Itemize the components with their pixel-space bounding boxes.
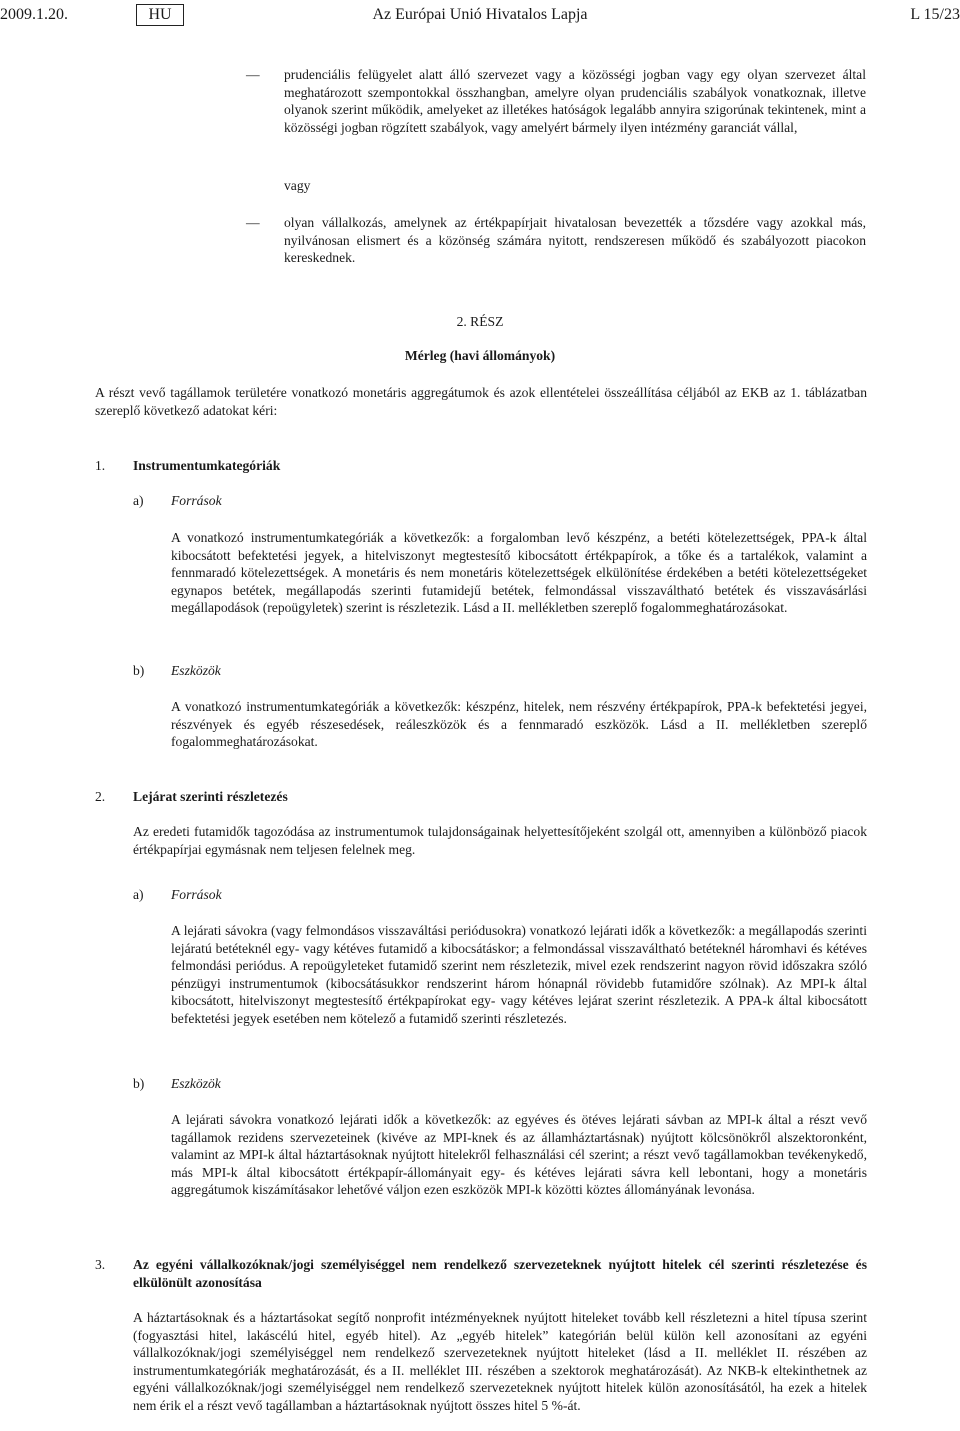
section-number: 1. bbox=[95, 458, 106, 473]
section-title: Instrumentumkategóriák bbox=[133, 458, 281, 473]
list-item-text: olyan vállalkozás, amelynek az értékpapírjait hivatalosan bevezették a tőzsdére vagy azokkal más, nyilvánosan elismert és a közönség számára nyitott, rendszeresen működő és szabályozott piacokon kereskednek. bbox=[284, 215, 866, 265]
list-item-text: prudenciális felügyelet alatt álló szervezet vagy a közösségi jogban vagy egy olyan szervezet által meghatározott szempontokkal összhangban, amelyre olyan prudenciális szabályok vonatkoznak, illetve olyanok szerint működik, amelyeket az illetékes hatóságok legalább annyira szigorúnak tekintenek, mint a közösségi jogban rögzített szabályok, vagy amelyért bármely ilyen intézmény garanciát vállal, bbox=[284, 67, 866, 135]
page-number: L 15/23 bbox=[910, 6, 960, 23]
subsection-text: A lejárati sávokra vonatkozó lejárati idők a következők: az egyéves és ötéves lejárati sávban az MPI-k által a részt vevő tagállamok rezidens szervezeteinek (kivéve az MPI-knek és az államháztartásnak) nyújtott kölcsönökről alszektoronként, valamint az MPI-k által háztartásoknak nyújtott hitelekről felhasználási cél szerint; a részt vevő tagállamokban tevékenykedő, más MPI-k által kibocsátott értékpapír-állományait egy- és kétéves lejárati sávra kell lebontani, hogy a monetáris aggregátumok kiszámításakor lehetővé váljon ezen eszközök MPI-k közötti köztes állományának levonása. bbox=[171, 1112, 867, 1197]
country-code-box: HU bbox=[136, 4, 184, 26]
part-label: 2. RÉSZ bbox=[456, 314, 504, 329]
page-header bbox=[0, 4, 960, 26]
dash-bullet: — bbox=[246, 67, 260, 82]
subsection-label: b) bbox=[133, 1076, 145, 1091]
section-text: A háztartásoknak és a háztartásokat segítő nonprofit intézményeknek nyújtott hiteleket tovább kell részletezni a hitel típusa szerint (fogyasztási hitel, lakáscélú hitel, egyéb hitel). Az „egyéb hitelek” kategórián belül külön kell azonosítani az egyéni vállalkozóknak/jogi személyiséggel nem rendelkező szervezeteknek nyújtott hiteleket (lásd a II. melléklet II. részében az instrumentumkategóriák meghatározását, és a II. melléklet III. részében a szektorok meghatározását). Az NKB-k eltekinthetnek az egyéni vállalkozóknak/jogi személyiséggel nem rendelkező szervezeteknek nyújtott hitelek külön azonosításától, ha ezek a hitelek nem érik el a részt vevő tagállamban a háztartásoknak nyújtott összes hitel 5 %-át. bbox=[133, 1310, 867, 1413]
part-intro: A részt vevő tagállamok területére vonatkozó monetáris aggregátumok és azok ellentételei összeállítása céljából az EKB az 1. táblázatban szereplő következő adatokat kéri: bbox=[95, 385, 867, 418]
section-title: Az egyéni vállalkozóknak/jogi személyiséggel nem rendelkező szervezeteknek nyújtott hitelek cél szerinti részletezése és elkülönült azonosítása bbox=[133, 1257, 867, 1290]
subsection-text: A lejárati sávokra (vagy felmondásos visszaváltási periódusokra) vonatkozó lejárati idők a következők: a megállapodás szerinti lejáratú betéteknél egy- vagy kétéves futamidő a kibocsátáskor; a felmondással visszaváltható betéteknél háromhavi és kétéves felmondási periódus. A repoügyleteket futamidő szerint nem részletezik, mivel ezek rendszerint nagyon rövid időszakra szóló pénzügyi instrumentumok (kibocsátásukkor rendszerint három hónapnál rövidebb futamidőre szólnak). Az MPI-k által kibocsátott, hitelviszonyt megtestesítő értékpapírokat egy- vagy kétéves lejárat szerint részletezik. A PPA-k által kibocsátott befektetési jegyek esetében nem kötelező a futamidő szerinti részletezés. bbox=[171, 923, 867, 1026]
subsection-title: Eszközök bbox=[171, 1076, 221, 1091]
subsection-label: a) bbox=[133, 493, 144, 508]
subsection-title: Források bbox=[171, 493, 222, 508]
subsection-title: Források bbox=[171, 887, 222, 902]
subsection-label: a) bbox=[133, 887, 144, 902]
section-number: 3. bbox=[95, 1257, 106, 1272]
journal-title: Az Európai Unió Hivatalos Lapja bbox=[372, 6, 588, 23]
list-item bbox=[284, 66, 866, 136]
part-title: Mérleg (havi állományok) bbox=[404, 348, 556, 363]
subsection-text: A vonatkozó instrumentumkategóriák a következők: készpénz, hitelek, nem részvény értékpapírok, PPA-k befektetési jegyei, részvények és egyéb részesedések, reáleszközök és a fennmaradó eszközök. Lásd a II. mellékletben szereplő fogalommeghatározásokat. bbox=[171, 699, 867, 749]
dash-bullet: — bbox=[246, 215, 260, 230]
subsection-label: b) bbox=[133, 663, 145, 678]
publication-date: 2009.1.20. bbox=[0, 6, 68, 23]
conjunction-text: vagy bbox=[284, 178, 311, 193]
subsection-text: A vonatkozó instrumentumkategóriák a következők: a forgalomban levő készpénz, a betéti kötelezettségek, PPA-k által kibocsátott befektetési jegyek, a hitelviszonyt megtestesítő kibocsátott értékpapírok, a tőke és a tartalékok, valamint a fennmaradó kötelezettségek. A monetáris és nem monetáris kötelezettségek elkülönítése érdekében a betéti kötelezettségeket egynapos betétek, megállapodás szerinti futamidejű betétek, felmondással visszaváltható betétek és visszavásárlási megállapodások (repoügyletek) szerint is részletezik. Lásd a II. mellékletben szereplő fogalommeghatározásokat. bbox=[171, 530, 867, 615]
section-title: Lejárat szerinti részletezés bbox=[133, 789, 288, 804]
section-intro: Az eredeti futamidők tagozódása az instrumentumok tulajdonságainak helyettesítőjeként szolgál ott, amennyiben a különböző piacok értékpapírjai egymásnak nem teljesen felelnek meg. bbox=[133, 824, 867, 857]
list-item bbox=[284, 214, 866, 267]
section-number: 2. bbox=[95, 789, 106, 804]
subsection-title: Eszközök bbox=[171, 663, 221, 678]
